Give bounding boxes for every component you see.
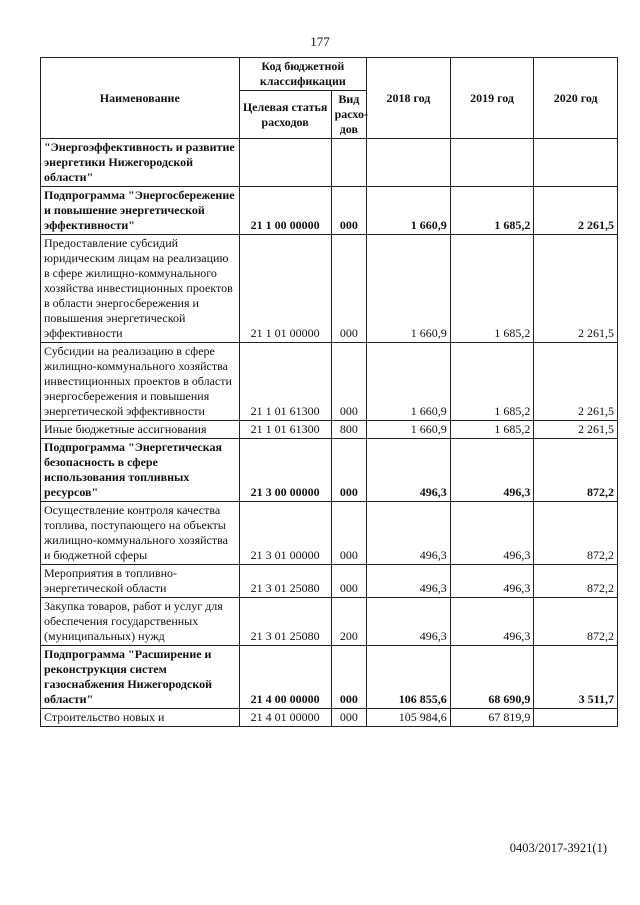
table-row — [41, 598, 618, 646]
row-2020-cell — [534, 139, 618, 187]
row-name-cell: Строительство новых и — [41, 709, 240, 727]
document-code: 0403/2017-3921(1) — [509, 841, 607, 855]
row-expense-type-cell: 000 — [331, 709, 367, 727]
row-target-article-cell: 21 1 01 61300 — [239, 421, 331, 439]
row-name-cell: Иные бюджетные ассигнования — [41, 421, 240, 439]
row-2020-cell: 3 511,7 — [534, 646, 618, 709]
header-expense-type: Вид расхо-дов — [331, 91, 367, 139]
page-number: 177 — [310, 34, 330, 49]
header-target-article: Целевая статья расходов — [239, 91, 331, 139]
row-target-article-cell: 21 1 01 61300 — [239, 343, 331, 421]
row-expense-type-cell: 000 — [331, 565, 367, 598]
row-name-cell: Подпрограмма "Расширение и реконструкция систем газоснабжения Нижегородской области" — [41, 646, 240, 709]
row-target-article-cell: 21 1 01 00000 — [239, 235, 331, 343]
row-2020-cell: 2 261,5 — [534, 421, 618, 439]
table-row — [41, 439, 618, 502]
budget-table — [40, 57, 618, 727]
table-row — [41, 502, 618, 565]
row-2020-cell — [534, 709, 618, 727]
row-target-article-cell: 21 3 01 00000 — [239, 502, 331, 565]
header-code-group: Код бюджетной классификации — [239, 58, 367, 91]
header-year-2020: 2020 год — [534, 58, 618, 139]
row-name-cell: Закупка товаров, работ и услуг для обеспечения государственных (муниципальных) нужд — [41, 598, 240, 646]
row-name-cell: "Энергоэффективность и развитие энергетики Нижегородской области" — [41, 139, 240, 187]
header-name: Наименование — [41, 58, 240, 139]
row-name-cell: Подпрограмма "Энергетическая безопасность в сфере использования топливных ресурсов" — [41, 439, 240, 502]
row-target-article-cell: 21 1 00 00000 — [239, 187, 331, 235]
row-2018-cell: 496,3 — [367, 502, 451, 565]
row-expense-type-cell: 800 — [331, 421, 367, 439]
row-name-cell: Субсидии на реализацию в сфере жилищно-коммунального хозяйства инвестиционных проектов в области энергосбережения и повышения энергетической эффективности — [41, 343, 240, 421]
row-2020-cell: 872,2 — [534, 502, 618, 565]
row-2018-cell: 1 660,9 — [367, 343, 451, 421]
row-2019-cell: 68 690,9 — [450, 646, 534, 709]
row-2020-cell: 2 261,5 — [534, 235, 618, 343]
header-year-2019: 2019 год — [450, 58, 534, 139]
row-2020-cell: 2 261,5 — [534, 343, 618, 421]
row-name-cell: Мероприятия в топливно-энергетической области — [41, 565, 240, 598]
row-2019-cell: 1 685,2 — [450, 235, 534, 343]
row-2019-cell: 496,3 — [450, 439, 534, 502]
row-2019-cell: 1 685,2 — [450, 421, 534, 439]
row-expense-type-cell: 000 — [331, 502, 367, 565]
table-row — [41, 187, 618, 235]
row-target-article-cell: 21 4 01 00000 — [239, 709, 331, 727]
table-row — [41, 139, 618, 187]
row-name-cell: Осуществление контроля качества топлива, поступающего на объекты жилищно-коммунального хозяйства и бюджетной сферы — [41, 502, 240, 565]
row-target-article-cell: 21 3 01 25080 — [239, 598, 331, 646]
row-2020-cell: 2 261,5 — [534, 187, 618, 235]
row-expense-type-cell: 200 — [331, 598, 367, 646]
table-row — [41, 565, 618, 598]
row-2018-cell: 496,3 — [367, 565, 451, 598]
row-target-article-cell — [239, 139, 331, 187]
row-expense-type-cell: 000 — [331, 235, 367, 343]
row-2019-cell: 1 685,2 — [450, 343, 534, 421]
row-2020-cell: 872,2 — [534, 439, 618, 502]
table-row — [41, 709, 618, 727]
row-2018-cell: 105 984,6 — [367, 709, 451, 727]
row-2020-cell: 872,2 — [534, 565, 618, 598]
row-2019-cell: 1 685,2 — [450, 187, 534, 235]
table-header-row — [41, 58, 618, 91]
row-2018-cell: 1 660,9 — [367, 421, 451, 439]
row-target-article-cell: 21 4 00 00000 — [239, 646, 331, 709]
table-row — [41, 421, 618, 439]
table-row — [41, 343, 618, 421]
row-expense-type-cell: 000 — [331, 343, 367, 421]
row-2019-cell: 496,3 — [450, 565, 534, 598]
row-expense-type-cell: 000 — [331, 439, 367, 502]
row-2019-cell: 496,3 — [450, 502, 534, 565]
row-2018-cell: 106 855,6 — [367, 646, 451, 709]
row-expense-type-cell — [331, 139, 367, 187]
row-name-cell: Подпрограмма "Энергосбережение и повышение энергетической эффективности" — [41, 187, 240, 235]
row-2019-cell: 67 819,9 — [450, 709, 534, 727]
row-target-article-cell: 21 3 01 25080 — [239, 565, 331, 598]
row-2018-cell: 496,3 — [367, 598, 451, 646]
header-year-2018: 2018 год — [367, 58, 451, 139]
row-name-cell: Предоставление субсидий юридическим лицам на реализацию в сфере жилищно-коммунального хозяйства инвестиционных проектов в области энергосбережения и повышения энергетической эффективности — [41, 235, 240, 343]
row-expense-type-cell: 000 — [331, 187, 367, 235]
row-2019-cell — [450, 139, 534, 187]
row-2018-cell: 1 660,9 — [367, 187, 451, 235]
table-body — [41, 139, 618, 727]
row-expense-type-cell: 000 — [331, 646, 367, 709]
row-2018-cell — [367, 139, 451, 187]
row-2018-cell: 496,3 — [367, 439, 451, 502]
row-target-article-cell: 21 3 00 00000 — [239, 439, 331, 502]
row-2019-cell: 496,3 — [450, 598, 534, 646]
row-2020-cell: 872,2 — [534, 598, 618, 646]
table-row — [41, 235, 618, 343]
row-2018-cell: 1 660,9 — [367, 235, 451, 343]
table-row — [41, 646, 618, 709]
